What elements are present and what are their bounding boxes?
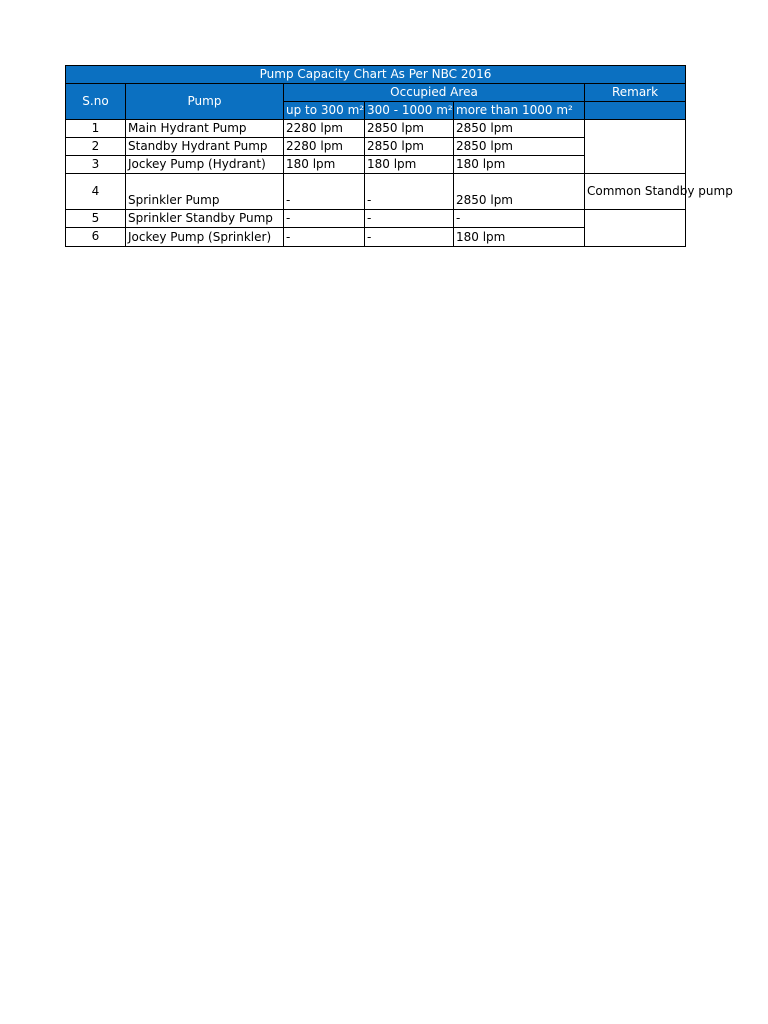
cell-up-to-300: 180 lpm (284, 156, 365, 174)
cell-up-to-300: - (284, 228, 365, 247)
cell-sno: 2 (66, 138, 126, 156)
header-remark-blank (585, 102, 686, 120)
table-title: Pump Capacity Chart As Per NBC 2016 (66, 66, 686, 84)
pump-capacity-table (65, 65, 733, 247)
cell-300-1000: 2850 lpm (365, 120, 454, 138)
cell-sno: 5 (66, 210, 126, 228)
cell-300-1000: - (365, 174, 454, 210)
cell-more-than-1000: 2850 lpm (454, 174, 585, 210)
cell-up-to-300: - (284, 210, 365, 228)
header-more-than-1000: more than 1000 m² (454, 102, 585, 120)
header-occupied-area: Occupied Area (284, 84, 585, 102)
table-row (66, 210, 686, 228)
cell-sno: 1 (66, 120, 126, 138)
cell-up-to-300: - (284, 174, 365, 210)
cell-300-1000: 180 lpm (365, 156, 454, 174)
cell-up-to-300: 2280 lpm (284, 138, 365, 156)
cell-300-1000: - (365, 228, 454, 247)
header-remark: Remark (585, 84, 686, 102)
cell-up-to-300: 2280 lpm (284, 120, 365, 138)
header-up-to-300: up to 300 m² (284, 102, 365, 120)
cell-remark-empty (585, 210, 686, 247)
header-pump: Pump (126, 84, 284, 120)
cell-remark: Common Standby pump (585, 174, 686, 210)
header-300-1000: 300 - 1000 m² (365, 102, 454, 120)
cell-pump: Jockey Pump (Sprinkler) (126, 228, 284, 247)
table-row (66, 174, 686, 210)
table-row (66, 120, 686, 138)
cell-sno: 4 (66, 174, 126, 210)
cell-pump: Sprinkler Pump (126, 174, 284, 210)
cell-more-than-1000: 180 lpm (454, 228, 585, 247)
cell-sno: 3 (66, 156, 126, 174)
cell-more-than-1000: - (454, 210, 585, 228)
cell-pump: Jockey Pump (Hydrant) (126, 156, 284, 174)
cell-more-than-1000: 2850 lpm (454, 120, 585, 138)
cell-300-1000: 2850 lpm (365, 138, 454, 156)
cell-more-than-1000: 180 lpm (454, 156, 585, 174)
cell-remark-empty (585, 120, 686, 174)
header-sno: S.no (66, 84, 126, 120)
cell-sno: 6 (66, 228, 126, 247)
cell-pump: Main Hydrant Pump (126, 120, 284, 138)
cell-more-than-1000: 2850 lpm (454, 138, 585, 156)
cell-pump: Sprinkler Standby Pump (126, 210, 284, 228)
cell-300-1000: - (365, 210, 454, 228)
cell-pump: Standby Hydrant Pump (126, 138, 284, 156)
